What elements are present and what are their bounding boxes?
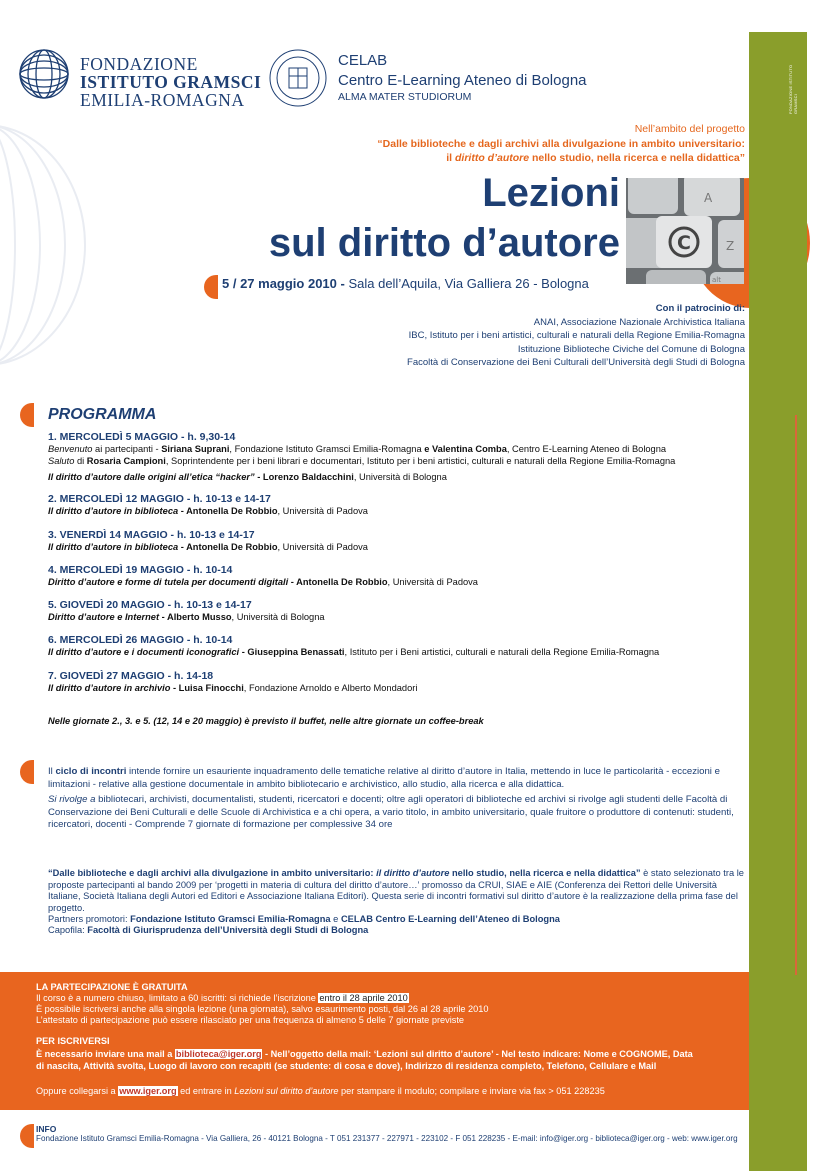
patrocinio-item: Istituzione Biblioteche Civiche del Comune di Bologna xyxy=(517,343,745,355)
alma-mater-label: ALMA MATER STUDIORUM xyxy=(338,91,472,103)
orange-marker xyxy=(20,403,34,427)
destinatari-paragraph: Si rivolge a bibliotecari, archivisti, documentalisti, studenti, ricercatori e docenti; oltre agli operatori di biblioteche ed archivi si rivolge agli studenti delle Facoltà di Conservazione dei Beni Culturali e delle Scuole di Archivistica e a chi opera, a vario titolo, in ambito universitario, quale fruitore o produttore di contenuti: studenti, ricercatori, docenti - Comprende 7 giornate di formazione per complessive 34 ore xyxy=(48,794,734,830)
faint-arc-decoration xyxy=(0,120,90,370)
svg-text:C: C xyxy=(677,232,691,254)
day-1-line-1: Benvenuto ai partecipanti - Siriana Suprani, Fondazione Istituto Gramsci Emilia-Romagna e Valentina Comba, Centro E-Learning Ateneo di Bologna xyxy=(48,444,667,454)
box-line-5: di nascita, Attività svolta, Luogo di lavoro con recapiti (se studente: di cosa e dove), Indirizzo di residenza completo, Telefono, Cellulare e Mail xyxy=(36,1061,657,1071)
box-line-6: Oppure collegarsi a www.iger.org ed entrare in Lezioni sul diritto d’autore per stampare il modulo; compilare e inviare via fax > 051 228235 xyxy=(36,1086,605,1096)
selezione-paragraph: “Dalle biblioteche e dagli archivi alla divulgazione in ambito universitario: il diritto d’autore nello studio, nella ricerca e nella didattica” è stato selezionato tra le proposte partecipanti al bando 2009 per ‘progetti in materia di cultura del diritto d’autore…’ promosso da CRUI, SIAE e AIE (Conferenza dei Rettori delle Università Italiane, Società Italiana degli Autori ed Editori e Associazione Italiana Editori). Questa serie di incontri formativi sul diritto d’autore è la realizzazione della prima fase del progetto. xyxy=(48,868,744,913)
info-contacts: Fondazione Istituto Gramsci Emilia-Romagna - Via Galliera, 26 - 40121 Bologna - T 051 231377 - 227971 - 223102 - F 051 228235 - E-mail: info@iger.org - biblioteca@iger.org - web: www.iger.org xyxy=(36,1134,738,1143)
day-2-line: Il diritto d’autore in biblioteca - Antonella De Robbio, Università di Padova xyxy=(48,506,368,516)
svg-text:alt: alt xyxy=(712,276,721,284)
svg-text:A: A xyxy=(704,191,713,205)
iscrizione-box xyxy=(0,972,749,1110)
day-4-line: Diritto d’autore e forme di tutela per documenti digitali - Antonella De Robbio, Università di Padova xyxy=(48,577,478,587)
day-1-line-2: Saluto di Rosaria Campioni, Soprintendente per i beni librari e documentari, Istituto per i beni artistici, culturali e naturali della Regione Emilia-Romagna xyxy=(48,456,676,466)
day-5-line: Diritto d’autore e Internet - Alberto Musso, Università di Bologna xyxy=(48,612,325,622)
alma-mater-seal-icon xyxy=(268,48,328,108)
day-3-line: Il diritto d’autore in biblioteca - Antonella De Robbio, Università di Padova xyxy=(48,542,368,552)
box-line-2: È possibile iscriversi anche alla singola lezione (una giornata), salvo esaurimento posti, dal 26 al 28 aprile 2010 xyxy=(36,1004,489,1014)
day-7-heading: 7. GIOVEDÌ 27 MAGGIO - h. 14-18 xyxy=(48,670,214,682)
day-1-heading: 1. MERCOLEDÌ 5 MAGGIO - h. 9,30-14 xyxy=(48,431,236,443)
event-date-place: 5 / 27 maggio 2010 - Sala dell’Aquila, Via Galliera 26 - Bologna xyxy=(222,276,589,291)
patrocinio-item: ANAI, Associazione Nazionale Archivistica Italiana xyxy=(533,316,745,328)
day-4-heading: 4. MERCOLEDÌ 19 MAGGIO - h. 10-14 xyxy=(48,564,233,576)
day-3-heading: 3. VENERDÌ 14 MAGGIO - h. 10-13 e 14-17 xyxy=(48,529,255,541)
gratuita-heading: LA PARTECIPAZIONE È GRATUITA xyxy=(36,982,188,992)
box-line-4: È necessario inviare una mail a biblioteca@iger.org - Nell’oggetto della mail: ‘Lezioni sul diritto d’autore’ - Nel testo indicare: Nome e COGNOME, Data xyxy=(36,1049,693,1059)
orange-marker xyxy=(20,760,34,784)
main-title-line-2: sul diritto d’autore xyxy=(268,221,620,265)
day-6-line: Il diritto d’autore e i documenti iconografici - Giuseppina Benassati, Istituto per i Beni artistici, culturali e naturali della Regione Emilia-Romagna xyxy=(48,647,660,657)
day-6-heading: 6. MERCOLEDÌ 26 MAGGIO - h. 10-14 xyxy=(48,634,233,646)
orange-marker xyxy=(20,1124,34,1148)
day-1-line-3: Il diritto d’autore dalle origini all’etica “hacker” - Lorenzo Baldacchini, Università di Bologna xyxy=(48,472,447,482)
green-side-band xyxy=(749,32,807,1171)
side-rule xyxy=(795,415,797,975)
capofila-line: Capofila: Facoltà di Giurisprudenza dell’Università degli Studi di Bologna xyxy=(48,925,369,935)
patrocinio-heading: Con il patrocinio di: xyxy=(655,303,745,314)
box-line-1: Il corso è a numero chiuso, limitato a 60 iscritti: si richiede l’iscrizione entro il 28 aprile 2010 xyxy=(36,993,408,1003)
project-intro: Nell’ambito del progetto xyxy=(634,123,745,135)
day-5-heading: 5. GIOVEDÌ 20 MAGGIO - h. 10-13 e 14-17 xyxy=(48,599,252,611)
gramsci-line-2: ISTITUTO GRAMSCI xyxy=(80,72,262,92)
iscriversi-heading: PER ISCRIVERSI xyxy=(36,1036,110,1046)
day-7-line: Il diritto d’autore in archivio - Luisa Finocchi, Fondazione Arnoldo e Alberto Mondadori xyxy=(48,683,418,693)
gramsci-line-3: EMILIA-ROMAGNA xyxy=(80,90,245,110)
ciclo-paragraph: Il ciclo di incontri intende fornire un esauriente inquadramento delle tematiche relative al diritto d’autore in Italia, mettendo in luce le particolarità - eccezioni e limitazioni - relative alla gestione documentale in ambito bibliotecario e archivistico, allo studio, alla ricerca e alla didattica. xyxy=(48,766,720,790)
buffet-note: Nelle giornate 2., 3. e 5. (12, 14 e 20 maggio) è previsto il buffet, nelle altre giornate un coffee-break xyxy=(48,716,484,726)
day-2-heading: 2. MERCOLEDÌ 12 MAGGIO - h. 10-13 e 14-17 xyxy=(48,493,271,505)
patrocinio-item: IBC, Istituto per i beni artistici, culturali e naturali della Regione Emilia-Romagna xyxy=(408,330,745,341)
partners-line: Partners promotori: Fondazione Istituto Gramsci Emilia-Romagna e CELAB Centro E-Learning dell’Ateneo di Bologna xyxy=(48,914,560,924)
website-link[interactable]: www.iger.org xyxy=(119,1086,177,1096)
band-label: FONDAZIONE ISTITUTO GRAMSCI xyxy=(788,64,798,114)
email-link[interactable]: biblioteca@iger.org xyxy=(175,1049,262,1059)
project-title-line-1: “Dalle biblioteche e dagli archivi alla divulgazione in ambito universitario: xyxy=(377,138,745,150)
copyright-keyboard-image xyxy=(626,178,744,284)
celab-subtitle: Centro E-Learning Ateneo di Bologna xyxy=(338,72,587,89)
celab-title: CELAB xyxy=(338,52,388,69)
patrocinio-item: Facoltà di Conservazione dei Beni Culturali dell’Università degli Studi di Bologna xyxy=(407,357,745,368)
svg-text:Z: Z xyxy=(726,239,735,253)
box-line-3: L’attestato di partecipazione può essere rilasciato per una frequenza di almeno 5 delle 7 giornate previste xyxy=(36,1015,464,1025)
gramsci-globe-logo xyxy=(18,48,70,100)
main-title-line-1: Lezioni xyxy=(482,171,620,215)
programma-title: PROGRAMMA xyxy=(48,406,157,423)
info-heading: INFO xyxy=(36,1124,57,1134)
project-title-line-2: il diritto d’autore nello studio, nella ricerca e nella didattica” xyxy=(446,152,745,164)
orange-marker xyxy=(204,275,218,299)
patrocinio-block xyxy=(407,302,745,370)
gramsci-line-1: FONDAZIONE xyxy=(80,54,198,74)
